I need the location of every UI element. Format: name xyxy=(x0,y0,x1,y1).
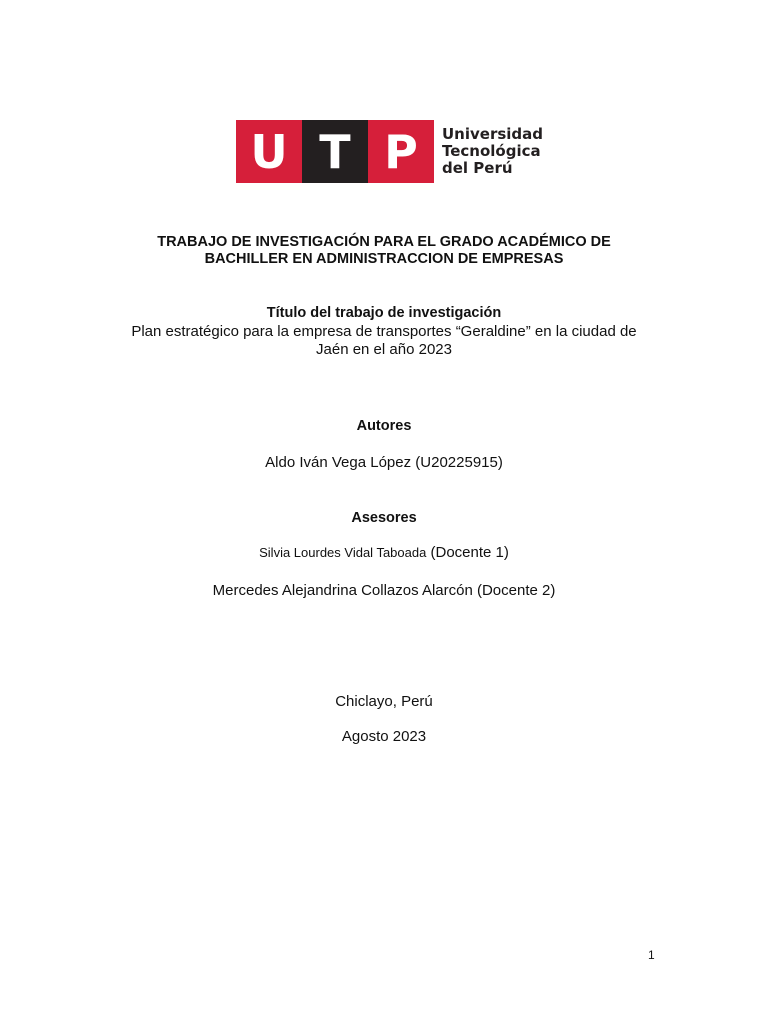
heading-line-2: BACHILLER EN ADMINISTRACCION DE EMPRESAS xyxy=(204,251,564,267)
heading-line-1: TRABAJO DE INVESTIGACIÓN PARA EL GRADO ACADÉMICO DE xyxy=(157,234,611,250)
logo-letter-t: T xyxy=(319,124,351,179)
logo-name-line-2: Tecnológica xyxy=(442,142,541,160)
logo-block-u xyxy=(236,120,302,183)
date: Agosto 2023 xyxy=(341,728,427,745)
advisor-1 xyxy=(0,544,768,562)
research-title xyxy=(100,323,668,359)
authors-label: Autores xyxy=(356,418,412,434)
research-title-line-2: Jaén en el año 2023 xyxy=(316,341,452,358)
logo-letter-p: P xyxy=(384,124,418,179)
logo-university-name xyxy=(442,120,543,183)
document-heading xyxy=(0,234,768,268)
logo-block-p xyxy=(368,120,434,183)
logo-block-t xyxy=(302,120,368,183)
place: Chiclayo, Perú xyxy=(335,693,433,710)
logo-letter-u: U xyxy=(250,124,288,179)
advisor-1-name: Silvia Lourdes Vidal Taboada xyxy=(259,545,427,560)
author-name: Aldo Iván Vega López (U20225915) xyxy=(265,454,503,471)
advisors-label: Asesores xyxy=(351,510,417,526)
logo-name-line-1: Universidad xyxy=(442,125,544,143)
research-title-line-1: Plan estratégico para la empresa de transportes “Geraldine” en la ciudad de xyxy=(131,323,637,340)
utp-logo xyxy=(236,120,543,183)
title-label: Título del trabajo de investigación xyxy=(266,305,502,321)
advisor-1-role: (Docente 1) xyxy=(426,544,509,561)
page-number: 1 xyxy=(648,948,655,962)
logo-name-line-3: del Perú xyxy=(442,159,513,177)
advisor-2: Mercedes Alejandrina Collazos Alarcón (Docente 2) xyxy=(212,582,556,599)
